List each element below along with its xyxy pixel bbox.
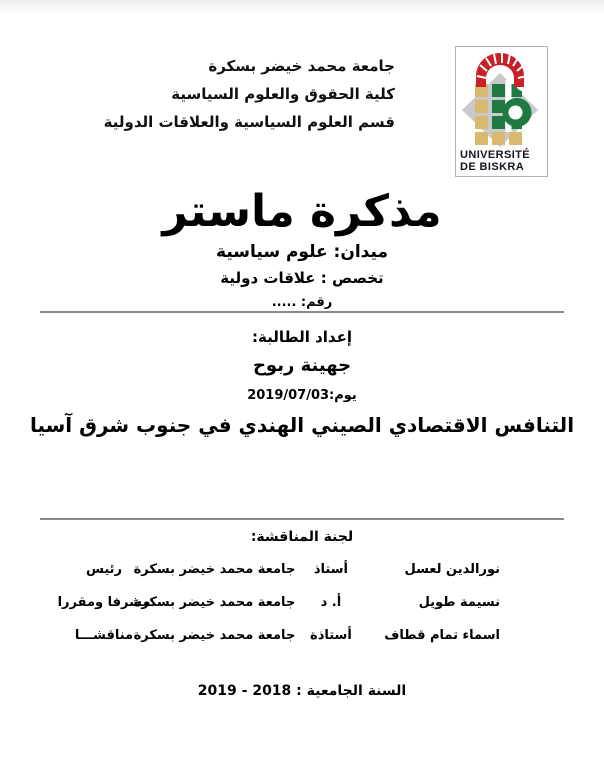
member-rank: أستاذة bbox=[310, 628, 352, 643]
page-top-shadow bbox=[0, 0, 604, 14]
document-title: مذكرة ماستر bbox=[162, 186, 442, 237]
member-name: اسماء تمام قطاف bbox=[384, 628, 500, 643]
member-rank: أستاذ bbox=[313, 562, 348, 577]
member-role: مناقشـــا bbox=[74, 628, 134, 643]
committee-heading: لجنة المناقشة: bbox=[250, 529, 354, 545]
divider-top bbox=[40, 311, 564, 313]
department-name: قسم العلوم السياسية والعلاقات الدولية bbox=[103, 113, 395, 131]
table-row bbox=[55, 560, 500, 579]
university-name: جامعة محمد خيضر بسكرة bbox=[208, 57, 395, 75]
student-name: جهينة ربوح bbox=[252, 355, 352, 376]
member-role: مشرفا ومقررا bbox=[57, 595, 151, 610]
member-name: نسيمة طويل bbox=[418, 595, 500, 610]
member-rank: أ. د bbox=[320, 595, 342, 610]
university-biskra-emblem-icon bbox=[460, 49, 544, 149]
number-line: رقم: ..... bbox=[271, 295, 333, 310]
specialty-line: تخصص : علاقات دولية bbox=[220, 269, 384, 287]
member-university: جامعة محمد خيضر بسكرة bbox=[133, 595, 296, 610]
logo-caption bbox=[456, 150, 530, 173]
degree-block bbox=[0, 186, 604, 310]
member-name: نورالدين لعسل bbox=[404, 562, 500, 577]
table-row bbox=[55, 626, 500, 645]
university-logo-box bbox=[455, 46, 548, 177]
logo-caption-line1: UNIVERSITÉ bbox=[460, 149, 531, 161]
author-block bbox=[0, 328, 604, 437]
institution-header bbox=[104, 52, 395, 136]
academic-year: السنة الجامعية : 2018 - 2019 bbox=[197, 683, 407, 699]
logo-caption-line2: DE BISKRA bbox=[460, 160, 525, 173]
thesis-title: التنافس الاقتصادي الصيني الهندي في جنوب شرق آسيا bbox=[29, 413, 575, 437]
defense-date: يوم:2019/07/03 bbox=[247, 388, 357, 403]
divider-bottom bbox=[40, 518, 564, 520]
member-university: جامعة محمد خيضر بسكرة bbox=[133, 628, 296, 643]
table-row bbox=[55, 593, 500, 612]
committee-table bbox=[55, 560, 500, 659]
member-university: جامعة محمد خيضر بسكرة bbox=[133, 562, 296, 577]
prepared-by-label: إعداد الطالبة: bbox=[252, 328, 352, 346]
field-line: ميدان: علوم سياسية bbox=[216, 242, 388, 262]
faculty-name: كلية الحقوق والعلوم السياسية bbox=[171, 85, 395, 103]
member-role: رئيس bbox=[85, 562, 122, 577]
